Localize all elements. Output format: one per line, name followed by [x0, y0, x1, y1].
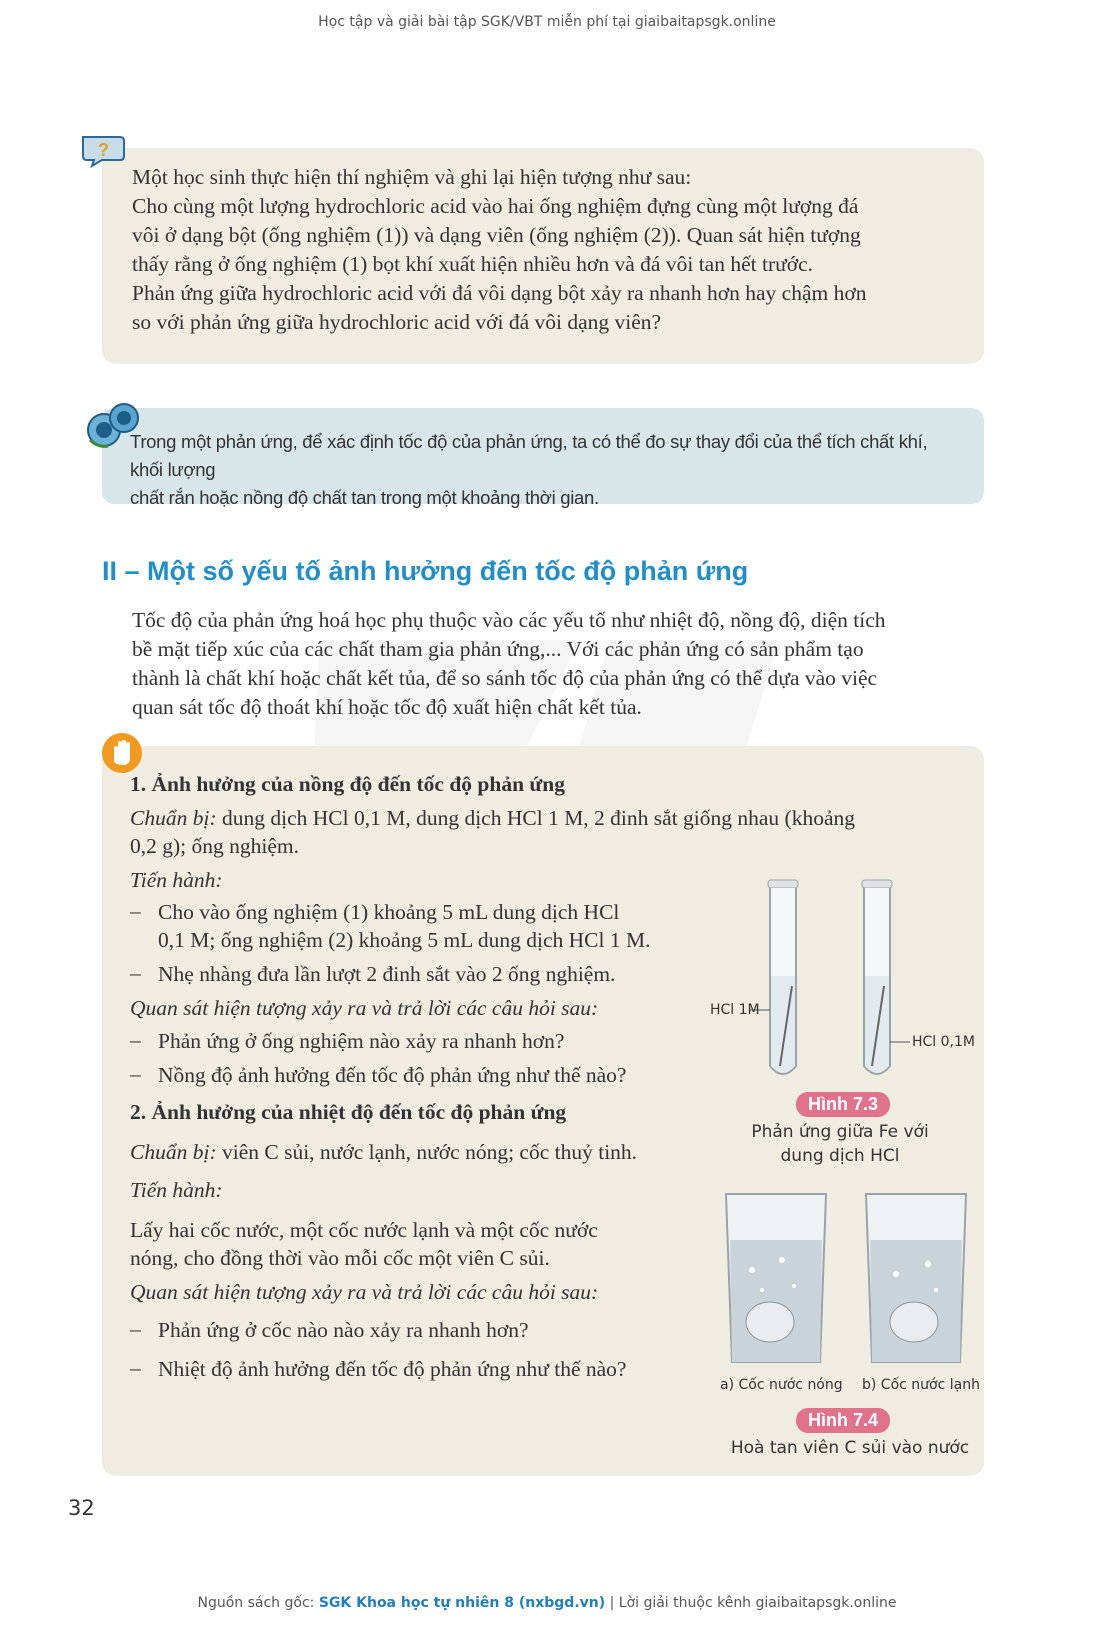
dash-bullet: – — [130, 899, 141, 923]
part1-heading: 1. Ảnh hưởng của nồng độ đến tốc độ phản ứng — [130, 772, 566, 796]
question-line: Phản ứng giữa hydrochloric acid với đá vôi dạng bột xảy ra nhanh hơn hay chậm hơn — [132, 281, 867, 305]
footer-prefix: Nguồn sách gốc: — [197, 1595, 319, 1611]
part1-q2: Nồng độ ảnh hưởng đến tốc độ phản ứng như thế nào? — [158, 1063, 627, 1087]
prep-label: Chuẩn bị: — [130, 1140, 217, 1164]
test-tubes-figure — [750, 876, 910, 1086]
part2-prep — [130, 1138, 637, 1166]
dash-bullet: – — [130, 1317, 141, 1341]
dash-bullet: – — [130, 1356, 141, 1380]
part1-observe: Quan sát hiện tượng xảy ra và trả lời các câu hỏi sau: — [130, 996, 599, 1020]
figure-7-4-caption: Hoà tan viên C sủi vào nước — [730, 1438, 970, 1458]
part2-observe: Quan sát hiện tượng xảy ra và trả lời các câu hỏi sau: — [130, 1280, 599, 1304]
tube2-label: HCl 0,1M — [912, 1034, 975, 1050]
question-icon — [80, 134, 126, 168]
note-box — [102, 408, 984, 508]
question-box — [102, 148, 984, 364]
intro-line: bề mặt tiếp xúc của các chất tham gia phản ứng,... Với các phản ứng có sản phẩm tạo — [132, 637, 864, 661]
question-line: Một học sinh thực hiện thí nghiệm và ghi lại hiện tượng như sau: — [132, 165, 692, 189]
intro-line: quan sát tốc độ thoát khí hoặc tốc độ xuất hiện chất kết tủa. — [132, 695, 642, 719]
intro-line: thành là chất khí hoặc chất kết tủa, để so sánh tốc độ của phản ứng có thể dựa vào việc — [132, 666, 878, 690]
caption-line: Phản ứng giữa Fe với — [751, 1122, 929, 1142]
binoculars-icon — [84, 400, 144, 450]
glass-b-label: b) Cốc nước lạnh — [862, 1377, 980, 1393]
prep-text: dung dịch HCl 0,1 M, dung dịch HCl 1 M, 2 đinh sắt giống nhau (khoảng — [216, 806, 856, 830]
part1-q1: Phản ứng ở ống nghiệm nào xảy ra nhanh hơn? — [158, 1029, 565, 1053]
part1-step2: Nhẹ nhàng đưa lần lượt 2 đinh sắt vào 2 ống nghiệm. — [158, 962, 616, 986]
footer — [0, 1595, 1094, 1611]
dash-bullet: – — [130, 1062, 141, 1086]
dash-bullet: – — [130, 961, 141, 985]
part2-proc1: Lấy hai cốc nước, một cốc nước lạnh và một cốc nước — [130, 1218, 598, 1242]
part2-proc2: nóng, cho đồng thời vào mỗi cốc một viên C sủi. — [130, 1246, 550, 1270]
section-intro — [132, 606, 984, 722]
part2-heading: 2. Ảnh hưởng của nhiệt độ đến tốc độ phản ứng — [130, 1100, 567, 1124]
prep-label: Chuẩn bị: — [130, 806, 217, 830]
glass-cold — [866, 1194, 966, 1362]
prep-text: viên C sủi, nước lạnh, nước nóng; cốc thuỷ tinh. — [216, 1140, 638, 1164]
dash-bullet: – — [130, 1028, 141, 1052]
question-text — [132, 163, 952, 337]
test-tube-1 — [768, 880, 798, 1074]
footer-source-link[interactable]: SGK Khoa học tự nhiên 8 (nxbgd.vn) — [318, 1595, 606, 1611]
glasses-figure — [722, 1190, 974, 1370]
hand-icon — [101, 732, 143, 774]
svg-text:?: ? — [98, 140, 109, 160]
footer-suffix: | Lời giải thuộc kênh giaibaitapsgk.online — [605, 1595, 897, 1611]
part1-prep — [130, 804, 960, 832]
test-tube-2 — [862, 880, 892, 1074]
question-line: vôi ở dạng bột (ống nghiệm (1)) và dạng viên (ống nghiệm (2)). Quan sát hiện tượng — [132, 223, 861, 247]
question-line: thấy rằng ở ống nghiệm (1) bọt khí xuất hiện nhiều hơn và đá vôi tan hết trước. — [132, 252, 814, 276]
tube1-label: HCl 1M — [710, 1002, 760, 1018]
question-line: so với phản ứng giữa hydrochloric acid với đá vôi dạng viên? — [132, 310, 662, 334]
figure-7-3-label: Hình 7.3 — [796, 1092, 890, 1117]
caption-line: dung dịch HCl — [780, 1146, 900, 1166]
note-line: Trong một phản ứng, để xác định tốc độ của phản ứng, ta có thể đo sự thay đổi của thể tích chất khí, khối lượng — [130, 431, 928, 480]
figure-7-4-label: Hình 7.4 — [796, 1408, 890, 1433]
question-line: Cho cùng một lượng hydrochloric acid vào hai ống nghiệm đựng cùng một lượng đá — [132, 194, 859, 218]
part1-step1b: 0,1 M; ống nghiệm (2) khoảng 5 mL dung dịch HCl 1 M. — [158, 928, 651, 952]
part2-q1: Phản ứng ở cốc nào nào xảy ra nhanh hơn? — [158, 1318, 529, 1342]
section-title: II – Một số yếu tố ảnh hưởng đến tốc độ phản ứng — [102, 556, 749, 586]
page-number: 32 — [68, 1496, 95, 1520]
part1-prep-cont: 0,2 g); ống nghiệm. — [130, 834, 299, 858]
header-note: Học tập và giải bài tập SGK/VBT miễn phí tại giaibaitapsgk.online — [318, 14, 776, 30]
part2-proc-label: Tiến hành: — [130, 1178, 223, 1202]
intro-line: Tốc độ của phản ứng hoá học phụ thuộc vào các yếu tố như nhiệt độ, nồng độ, diện tích — [132, 608, 886, 632]
part1-step1a: Cho vào ống nghiệm (1) khoảng 5 mL dung dịch HCl — [158, 900, 620, 924]
part2-q2: Nhiệt độ ảnh hưởng đến tốc độ phản ứng như thế nào? — [158, 1357, 627, 1381]
part1-proc-label: Tiến hành: — [130, 868, 223, 892]
figure-7-3-caption — [730, 1120, 950, 1168]
glass-hot — [726, 1194, 826, 1362]
note-line: chất rắn hoặc nồng độ chất tan trong một khoảng thời gian. — [130, 487, 599, 508]
glass-a-label: a) Cốc nước nóng — [720, 1377, 843, 1393]
